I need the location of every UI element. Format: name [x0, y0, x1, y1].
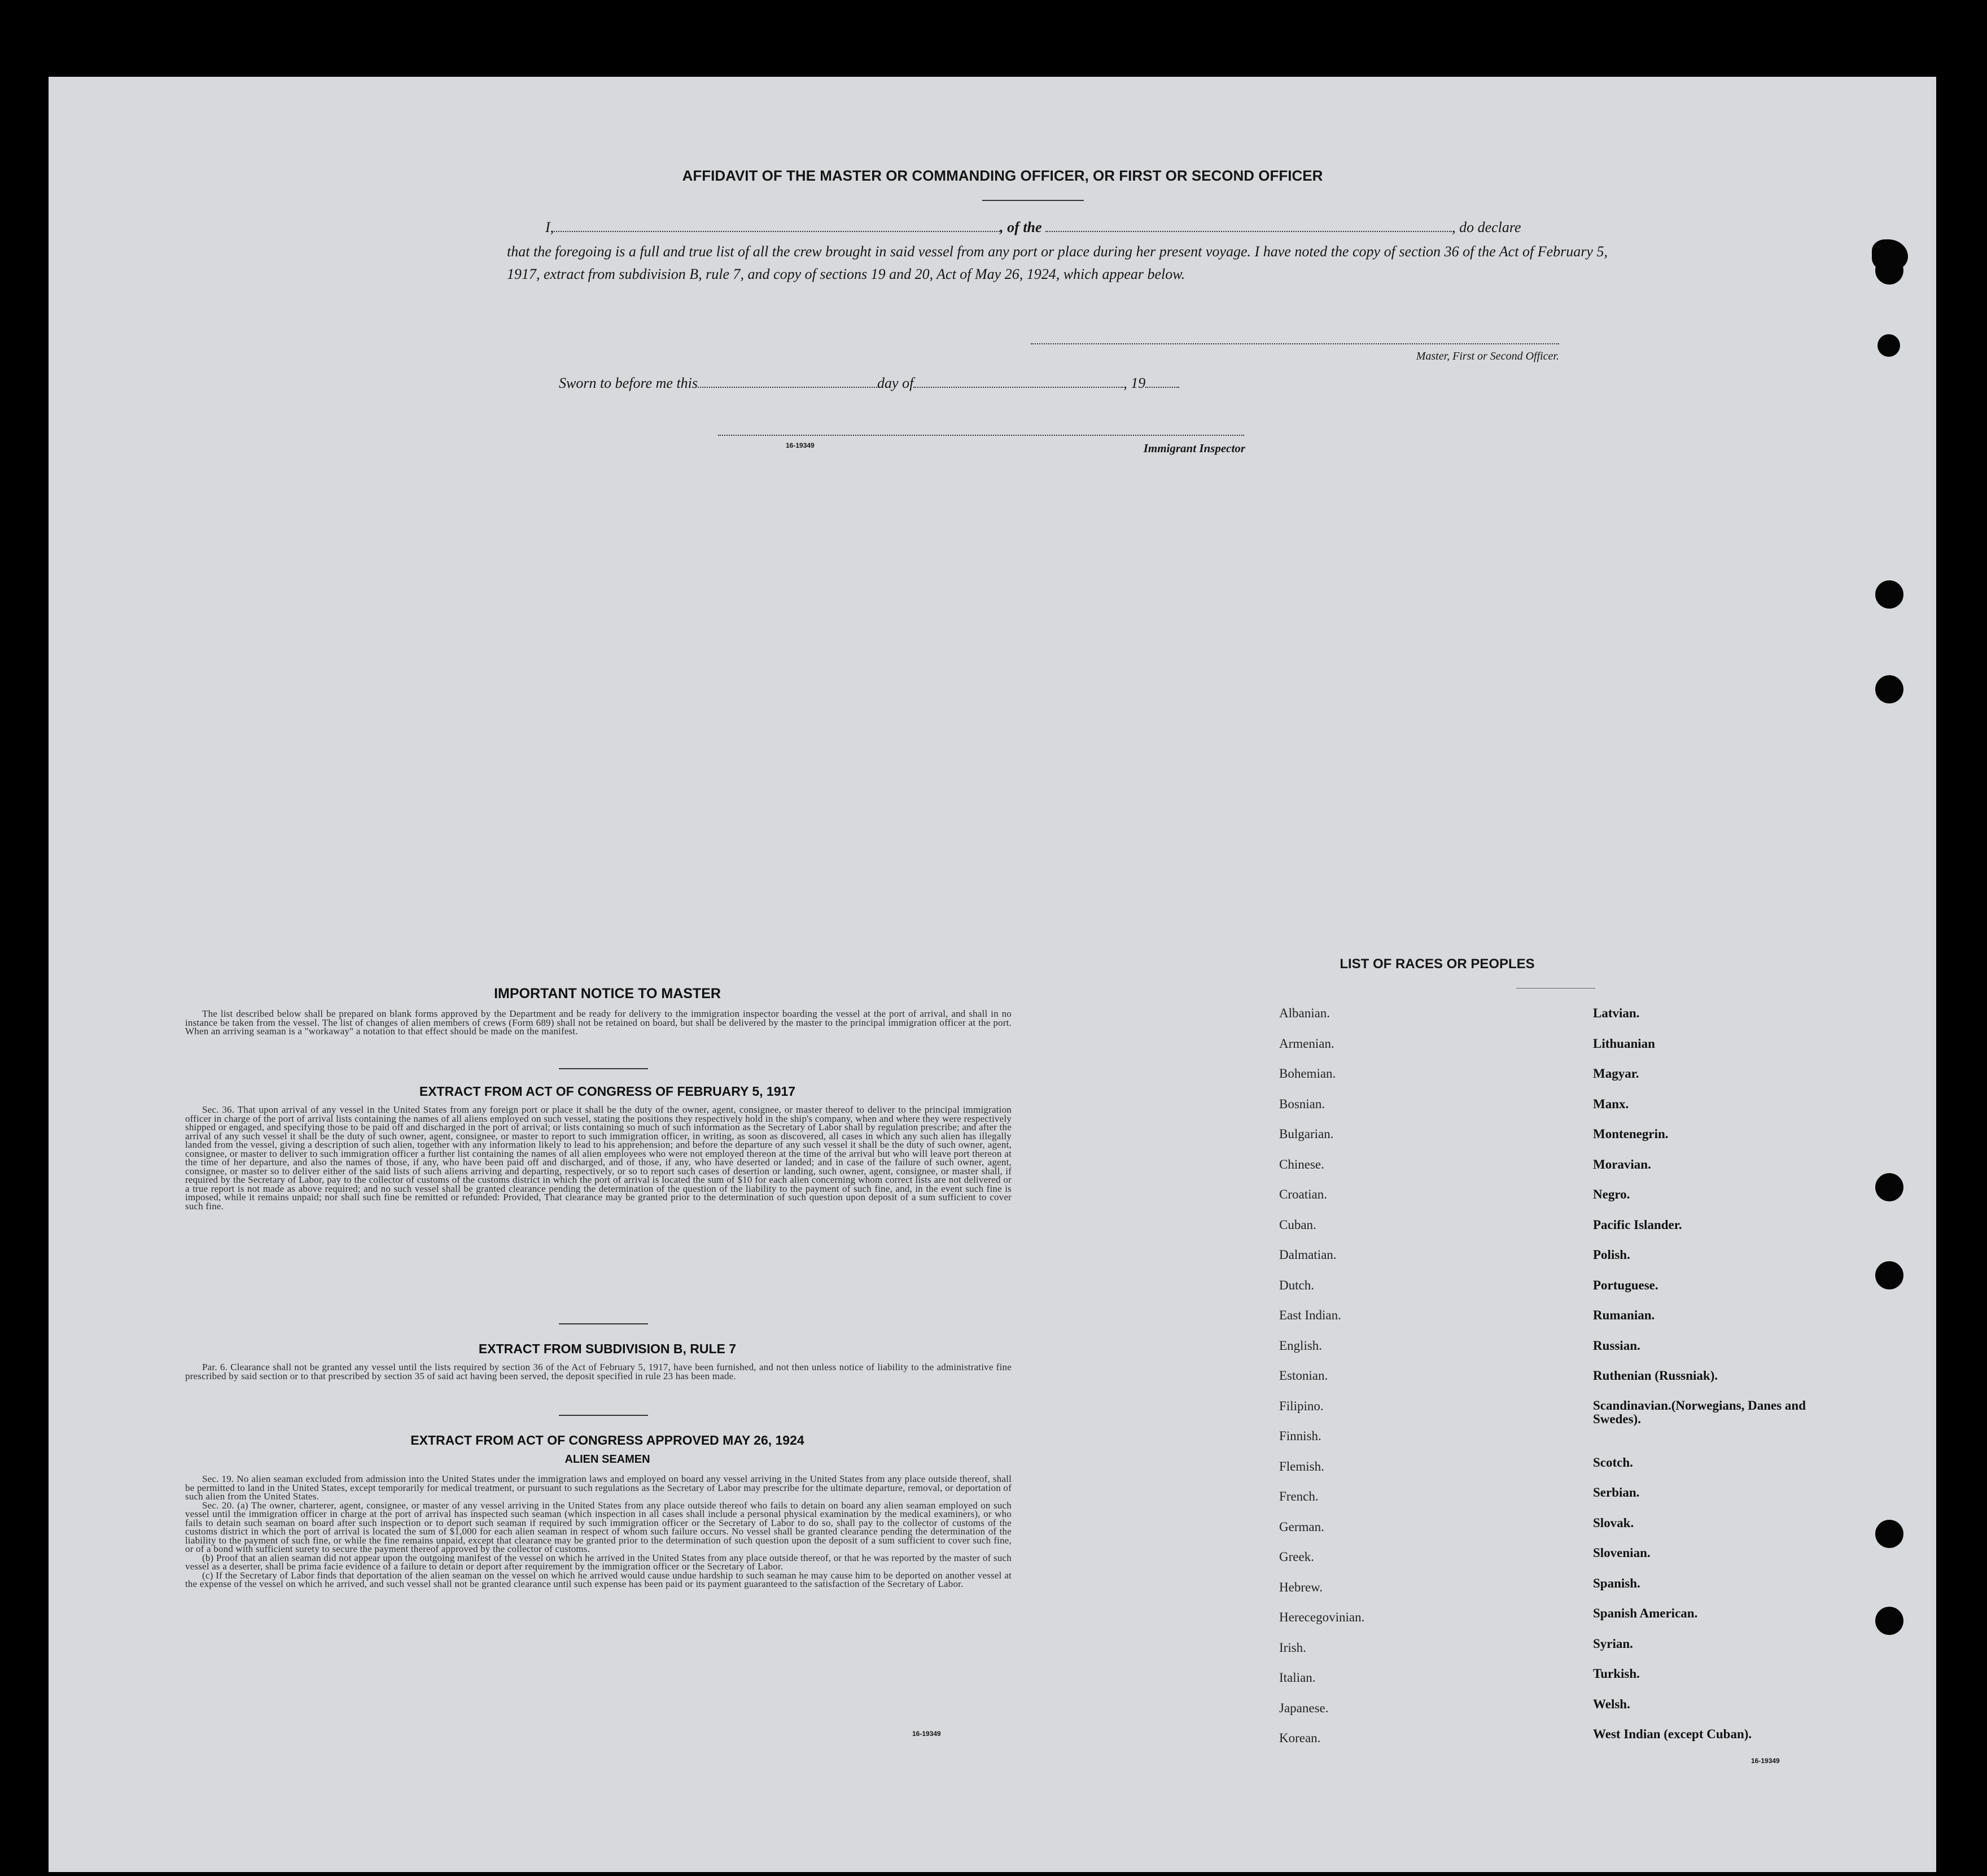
sworn-day-field[interactable]: [698, 387, 877, 388]
race-item: Welsh.: [1593, 1696, 1630, 1711]
race-item: Bohemian.: [1279, 1066, 1336, 1081]
punch-hole: [1875, 1261, 1903, 1289]
year-label: , 19: [1123, 375, 1146, 391]
race-item: Serbian.: [1593, 1485, 1640, 1499]
race-item: Syrian.: [1593, 1636, 1633, 1651]
race-item: Turkish.: [1593, 1667, 1640, 1681]
race-item: Estonian.: [1279, 1368, 1328, 1383]
race-item: Dalmatian.: [1279, 1248, 1337, 1262]
sec20c-paragraph: (c) If the Secretary of Labor finds that deportation of the alien seaman on the vessel on which he arrived would cause undue hardship to such seaman he may cause him to be deported on another vessel at the expense of the vessel on which he arrived, and such vessel shall not be granted clearance until such expense has been paid or its payment guaranteed to the satisfaction of the Secretary of Labor.: [185, 1569, 1012, 1589]
race-item: Bulgarian.: [1279, 1127, 1334, 1141]
race-item: Pacific Islander.: [1593, 1217, 1682, 1232]
race-item: Hebrew.: [1279, 1580, 1323, 1594]
notice-paragraph: The list described below shall be prepared on blank forms approved by the Department and be ready for delivery to the immigration inspector boarding the vessel at the port of arrival, and shall in no instance be taken from the vessel. The list of changes of alien members of crews (Form 689) shall not be retained on board, but shall be delivered by the master to the principal immigration officer at the port. When an arriving seaman is a "workaway" a notation to that effect should be made on the manifest.: [185, 1008, 1012, 1037]
sworn-year-field[interactable]: [1145, 387, 1179, 388]
race-item: Irish.: [1279, 1640, 1306, 1655]
race-item: Lithuanian: [1593, 1036, 1655, 1051]
race-item: Dutch.: [1279, 1278, 1314, 1292]
punch-hole: [1875, 580, 1903, 609]
master-signature-line[interactable]: [1031, 342, 1559, 344]
race-item: Slovenian.: [1593, 1546, 1651, 1560]
sec20b-paragraph: (b) Proof that an alien seaman did not appear upon the outgoing manifest of the vessel on which he arrived in the United States from any place outside thereof, or that he was reported by the master of such vessel as a deserter, shall be prima facie evidence of a failure to detain or deport after requirement by the immigration officer or the Secretary of Labor.: [185, 1552, 1012, 1572]
race-item: Spanish.: [1593, 1576, 1640, 1590]
race-item: Slovak.: [1593, 1515, 1634, 1530]
race-item: Bosnian.: [1279, 1096, 1325, 1111]
sworn-label: Sworn to before me this: [559, 375, 698, 391]
race-item: Italian.: [1279, 1671, 1316, 1685]
extract1-text: [185, 1105, 1012, 1210]
divider: [559, 1323, 648, 1324]
punch-hole: [1872, 239, 1908, 271]
races-title: LIST OF RACES OR PEOPLES: [1340, 956, 1535, 972]
race-item: Japanese.: [1279, 1700, 1329, 1715]
document-sheet: [49, 77, 1936, 1872]
do-declare-label: , do declare: [1452, 219, 1521, 235]
race-item: Montenegrin.: [1593, 1127, 1669, 1141]
race-item: Korean.: [1279, 1731, 1321, 1745]
race-item: Russian.: [1593, 1338, 1640, 1353]
punch-hole: [1877, 334, 1900, 357]
notice-text: [185, 1009, 1012, 1036]
notice-form-code: 16-19349: [912, 1730, 941, 1738]
declaration-i-label: I,: [545, 219, 554, 235]
of-the-label: , of the: [1000, 219, 1042, 235]
divider: [559, 1068, 648, 1069]
sworn-month-field[interactable]: [913, 387, 1123, 388]
extract2-paragraph: Par. 6. Clearance shall not be granted any vessel until the lists required by section 36 of the Act of February 5, 1917, have been furnished, and not then unless notice of liability to the administrative fine prescribed by said section or to that prescribed by section 35 of said act having been served, the deposit specified in rule 23 has been made.: [185, 1362, 1012, 1381]
race-item: English.: [1279, 1338, 1323, 1353]
inspector-label: Immigrant Inspector: [1143, 441, 1245, 455]
extract1-paragraph: Sec. 36. That upon arrival of any vessel in the United States from any foreign port or place it shall be the duty of the owner, agent, consignee, or master thereof to deliver to the principal immigration officer in charge of the port of arrival lists containing the names of all aliens employed on such vessel, stating the positions they respectively hold in the ship's company, when and where they were respectively shipped or engaged, and specifying those to be paid off and discharged in the port of arrival; or lists containing so much of such information as the Secretary of Labor shall by regulation prescribe; and after the arrival of any such vessel it shall be the duty of such owner, agent, consignee, or master to report to such immigration officer, in writing, as soon as discovered, all cases in which any such alien has illegally landed from the vessel, giving a description of such alien, together with any information likely to lead to his apprehension; and before the departure of any such vessel it shall be the duty of such owner, agent, consignee, or master to deliver to such immigration officer a further list containing the names of all alien employees who were not employed thereon at the time of the arrival but who will leave port thereon at the time of her departure, and also the names of those, if any, who have been paid off and discharged, and of those, if any, who have deserted or landed; and in case of the failure of such owner, agent, consignee, or master so to deliver either of the said lists of such aliens arriving and departing, respectively, or so to report such cases of desertion or landing, such owner, agent, consignee, or master shall, if required by the Secretary of Labor, pay to the collector of customs of the customs district in which the port of arrival is located the sum of $10 for each alien concerning whom correct lists are not delivered or a true report is not made as above required; and no such vessel shall be granted clearance pending the determination of the question of the liability to the payment of such fine, and, in the event such fine is imposed, while it remains unpaid; nor shall such fine be remitted or refunded: Provided, That clearance may be granted prior to the determination of such question upon deposit of a sum sufficient to cover such fine.: [185, 1104, 1012, 1212]
races-list-right: [1593, 1006, 1841, 1757]
race-item: Scandinavian.(Norwegians, Danes and Swedes).: [1593, 1398, 1806, 1426]
race-item: Scotch.: [1593, 1455, 1633, 1470]
race-item: Cuban.: [1279, 1217, 1316, 1232]
name-field[interactable]: [554, 231, 1000, 232]
declaration-line: [545, 219, 1618, 236]
race-item: Manx.: [1593, 1096, 1629, 1111]
race-item: Flemish.: [1279, 1459, 1324, 1473]
notice-title: IMPORTANT NOTICE TO MASTER: [494, 986, 721, 1002]
divider: [1516, 988, 1595, 989]
punch-hole: [1875, 1520, 1903, 1548]
sec19-paragraph: Sec. 19. No alien seaman excluded from admission into the United States under the immigration laws and employed on board any vessel arriving in the United States from any place outside thereof, shall be permitted to land in the United States, except temporarily for medical treatment, or pursuant to such regulations as the Secretary of Labor may prescribe for the ultimate departure, removal, or deportation of such alien from the United States.: [185, 1473, 1012, 1502]
race-item: Croatian.: [1279, 1187, 1327, 1201]
race-item: Albanian.: [1279, 1006, 1330, 1020]
divider: [982, 200, 1084, 201]
extract3-subtitle: ALIEN SEAMEN: [564, 1453, 650, 1466]
sworn-line: [559, 375, 1349, 392]
extract3-text: [185, 1475, 1012, 1589]
race-item: Negro.: [1593, 1187, 1630, 1201]
race-item: Polish.: [1593, 1248, 1630, 1262]
race-item: French.: [1279, 1489, 1319, 1503]
race-item: German.: [1279, 1519, 1324, 1534]
race-item: Latvian.: [1593, 1006, 1640, 1020]
declaration-body: that the foregoing is a full and true list of all the crew brought in said vessel from any port or place during her present voyage. I have noted the copy of section 36 of the Act of February 5, 1917, extract from subdivision B, rule 7, and copy of sections 19 and 20, Act of May 26, 1924, which appear below.: [507, 243, 1608, 282]
races-form-code: 16-19349: [1751, 1757, 1780, 1765]
affidavit-form-code: 16-19349: [786, 441, 815, 449]
day-of-label: day of: [877, 375, 914, 391]
extract2-title: EXTRACT FROM SUBDIVISION B, RULE 7: [478, 1341, 737, 1356]
divider: [559, 1415, 648, 1416]
race-item: Magyar.: [1593, 1066, 1639, 1081]
race-item: Filipino.: [1279, 1398, 1324, 1413]
extract1-title: EXTRACT FROM ACT OF CONGRESS OF FEBRUARY 5, 1917: [419, 1084, 796, 1099]
affidavit-title: AFFIDAVIT OF THE MASTER OR COMMANDING OFFICER, OR FIRST OR SECOND OFFICER: [682, 167, 1323, 184]
race-item: Herecegovinian.: [1279, 1610, 1365, 1624]
race-item: Spanish American.: [1593, 1606, 1698, 1620]
race-item: Moravian.: [1593, 1157, 1651, 1171]
extract2-text: [185, 1363, 1012, 1380]
extract3-title: EXTRACT FROM ACT OF CONGRESS APPROVED MAY 26, 1924: [410, 1433, 804, 1448]
race-item: Greek.: [1279, 1550, 1314, 1564]
master-signature-label: Master, First or Second Officer.: [1416, 350, 1559, 362]
race-item: Chinese.: [1279, 1157, 1324, 1171]
punch-hole: [1875, 1607, 1903, 1635]
punch-hole: [1875, 1173, 1903, 1201]
race-item: Portuguese.: [1593, 1278, 1658, 1292]
race-item: West Indian (except Cuban).: [1593, 1727, 1752, 1741]
inspector-signature-line[interactable]: [718, 434, 1244, 436]
races-list-left: [1279, 1006, 1550, 1761]
race-item: Finnish.: [1279, 1429, 1321, 1443]
race-item: Armenian.: [1279, 1036, 1334, 1051]
race-item: Rumanian.: [1593, 1308, 1655, 1322]
vessel-field[interactable]: [1045, 231, 1452, 232]
punch-hole: [1875, 675, 1903, 703]
sec20a-paragraph: Sec. 20. (a) The owner, charterer, agent, consignee, or master of any vessel arriving in the United States from any place outside thereof who fails to detain on board any alien seaman employed on such vessel until the immigration officer in charge at the port of arrival has inspected such seaman (which inspection in all cases shall include a personal physical examination by the medical examiners), or who fails to detain such seaman on board after such inspection or to deport such seaman if required by such immigration officer or the Secretary of Labor to do so, shall pay to the collector of customs of the customs district in which the port of arrival is located the sum of $1,000 for each alien seaman in respect of whom such failure occurs. No vessel shall be granted clearance pending the determination of the liability to the payment of such fine, or while the fine remains unpaid, except that clearance may be granted prior to the determination of such question upon the deposit of a sum sufficient to cover such fine, or of a bond with sufficient surety to secure the payment thereof approved by the collector of customs.: [185, 1499, 1012, 1554]
race-item: East Indian.: [1279, 1308, 1341, 1322]
race-item: Ruthenian (Russniak).: [1593, 1368, 1718, 1383]
